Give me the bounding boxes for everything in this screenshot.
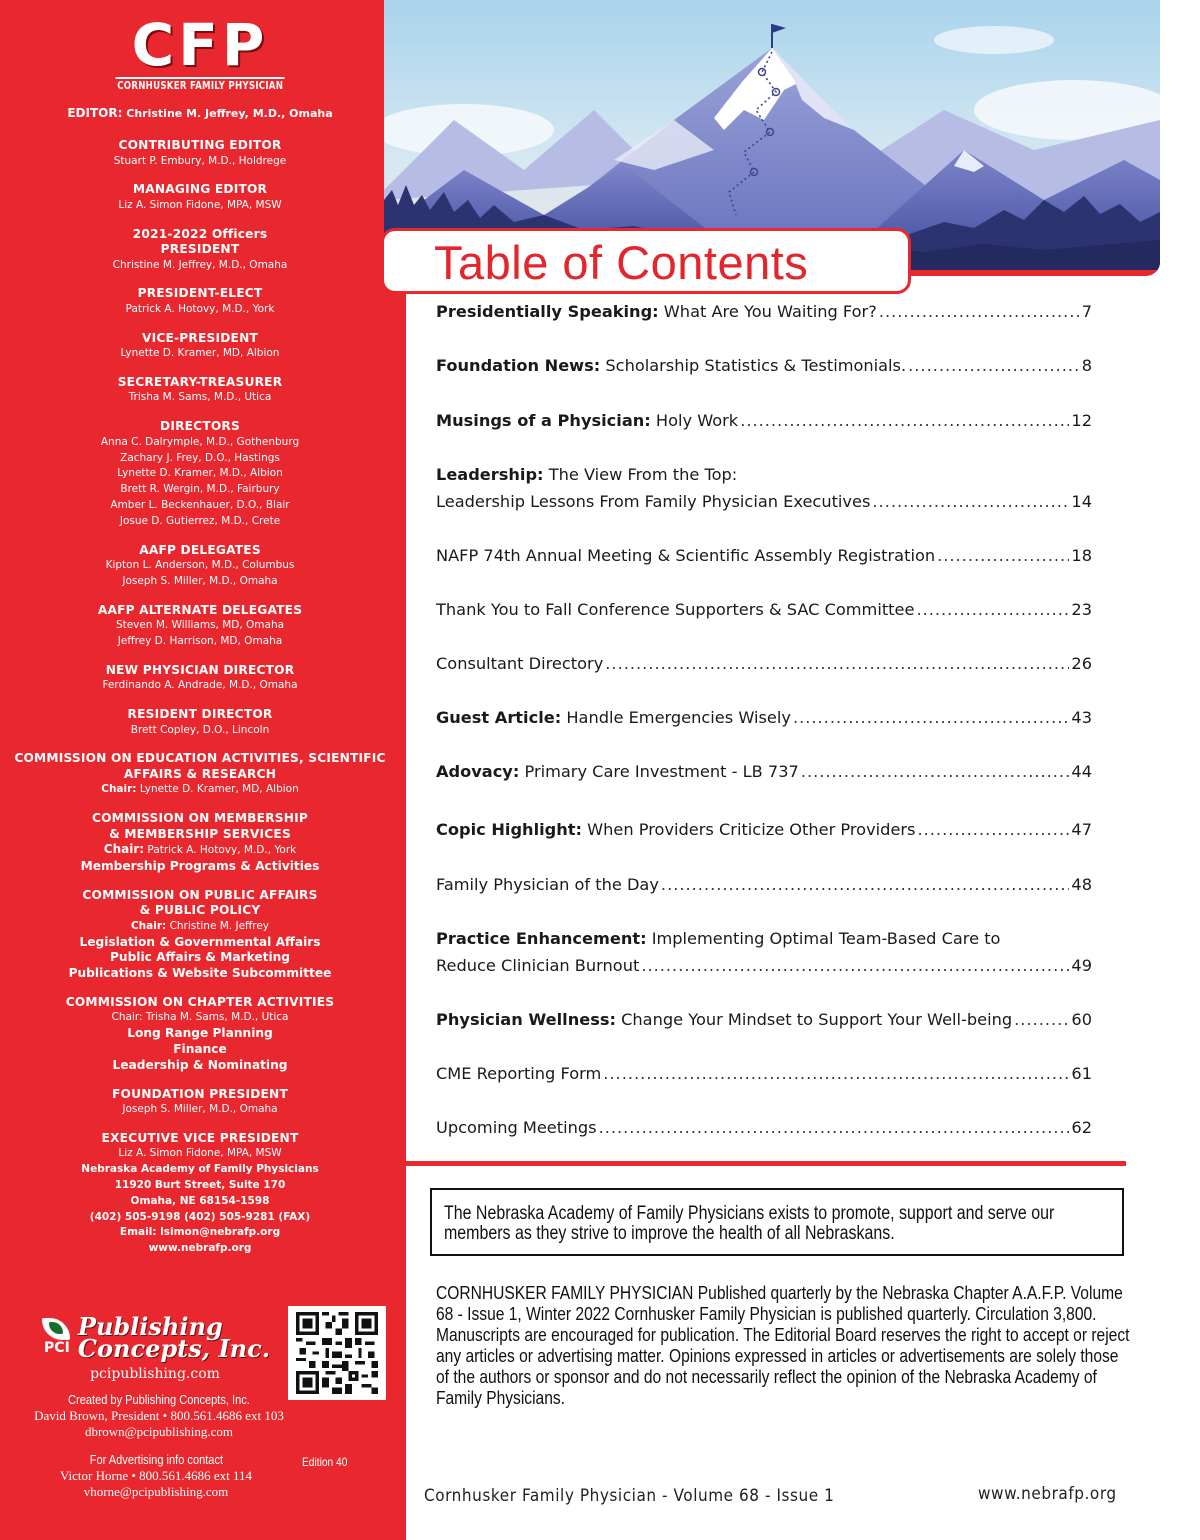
toc-section: Musings of a Physician: (436, 411, 651, 430)
group-name: Amber L. Beckenhauer, D.O., Blair (110, 498, 290, 511)
group-title: CONTRIBUTING EDITOR (118, 138, 282, 152)
group-name: Anna C. Dalrymple, M.D., Gothenburg (100, 435, 300, 448)
commission-education-group (0, 751, 400, 798)
toc-page-number: 48 (1071, 875, 1092, 894)
toc-page-number: 61 (1071, 1064, 1092, 1083)
toc-leader-dots (599, 1118, 1070, 1137)
contributing-editor-group (0, 138, 400, 169)
toc-title: Holy Work (650, 411, 739, 430)
commission-public-group (0, 888, 400, 982)
group-item: Publications & Website Subcommittee (68, 966, 332, 981)
group-title: COMMISSION ON MEMBERSHIP (91, 811, 309, 826)
toc-title: Handle Emergencies Wisely (561, 708, 791, 727)
created-president-line: David Brown, President • 800.561.4686 ext 103 (34, 1408, 284, 1423)
group-title: & MEMBERSHIP SERVICES (109, 826, 291, 841)
org-email-link[interactable]: Email: lsimon@nebrafp.org (119, 1226, 281, 1239)
new-physician-group (0, 663, 400, 694)
pci-name-line2: Concepts, Inc. (77, 1334, 271, 1363)
toc-title: The View From the Top: (543, 465, 738, 484)
chair-label: Chair: (111, 1011, 143, 1024)
toc-section: Guest Article: (436, 708, 562, 727)
toc-page-number: 8 (1081, 356, 1092, 375)
toc-page-number: 60 (1071, 1010, 1092, 1029)
toc-leader-dots (603, 1064, 1069, 1083)
toc-leader-dots (908, 356, 1080, 375)
toc-title: Change Your Mindset to Support Your Well-being (615, 1010, 1013, 1029)
logo-letters: CFP (131, 11, 269, 79)
pci-logo (30, 1312, 280, 1382)
group-chair (0, 782, 400, 798)
toc-title: Implementing Optimal Team-Based Care to (646, 929, 1001, 948)
created-by-line: Created by Publishing Concepts, Inc. (68, 1392, 250, 1407)
section-divider (406, 1161, 1126, 1166)
group-name: Josue D. Gutierrez, M.D., Crete (119, 514, 281, 527)
toc-title: Upcoming Meetings (436, 1118, 597, 1137)
group-item: Leadership & Nominating (112, 1057, 288, 1072)
group-title: MANAGING EDITOR (132, 182, 268, 197)
toc-title: Primary Care Investment - LB 737 (519, 762, 799, 781)
toc-entry[interactable] (436, 875, 1092, 902)
toc-page-number: 47 (1071, 820, 1092, 839)
toc-page-number: 23 (1071, 600, 1092, 619)
chair-label: Chair: (101, 783, 137, 796)
evp-group (0, 1131, 400, 1257)
commission-membership-group (0, 811, 400, 875)
group-item: Public Affairs & Marketing (109, 950, 291, 965)
group-title: PRESIDENT-ELECT (137, 286, 263, 301)
toc-section: Leadership: (436, 465, 544, 484)
pci-name-line1: Publishing (77, 1312, 223, 1341)
org-city: Omaha, NE 68154-1598 (130, 1194, 270, 1207)
president-elect-group (0, 286, 400, 317)
toc-entry[interactable] (436, 302, 1092, 329)
advertising-contact: Victor Horne • 800.561.4686 ext 114 (59, 1468, 253, 1483)
toc-entry[interactable] (436, 546, 1092, 573)
toc-title-continued: Leadership Lessons From Family Physician Executives (436, 492, 871, 511)
mission-statement: The Nebraska Academy of Family Physicians exists to promote, support and serve our members as they strive to improve the health of all Nebraskans. (444, 1203, 1055, 1244)
toc-entry[interactable] (436, 762, 1092, 789)
toc-entry[interactable] (436, 1010, 1092, 1037)
footer-publication-text: Cornhusker Family Physician - Volume 68 - Issue 1 (424, 1486, 835, 1506)
group-name: Liz A. Simon Fidone, MPA, MSW (118, 1147, 282, 1160)
toc-page-number: 18 (1071, 546, 1092, 565)
group-name: Patrick A. Hotovy, M.D., York (125, 302, 275, 315)
toc-entry[interactable] (436, 411, 1092, 438)
group-name: Brett Copley, D.O., Lincoln (130, 723, 270, 736)
qr-code (288, 1306, 386, 1400)
pci-mark-text: PCI (44, 1340, 70, 1356)
toc-title: Consultant Directory (436, 654, 604, 673)
toc-title-continued: Reduce Clinician Burnout (436, 956, 640, 975)
aafp-alternate-group (0, 603, 400, 650)
masthead-list (0, 138, 400, 1270)
group-title: & PUBLIC POLICY (139, 903, 261, 918)
footer-publication (424, 1486, 880, 1506)
group-title: AFFAIRS & RESEARCH (123, 766, 277, 781)
toc-page-number: 62 (1071, 1118, 1092, 1137)
group-name: Stuart P. Embury, M.D., Holdrege (113, 154, 287, 167)
group-title: AAFP DELEGATES (139, 542, 261, 557)
leaf-icon (40, 1318, 74, 1358)
resident-group (0, 707, 400, 738)
group-name: Christine M. Jeffrey, M.D., Omaha (112, 258, 288, 271)
toc-page-number: 14 (1071, 492, 1092, 511)
aafp-delegates-group (0, 543, 400, 590)
group-title: AAFP ALTERNATE DELEGATES (97, 602, 303, 617)
toc-title-box (381, 228, 911, 294)
group-subtitle: PRESIDENT (160, 242, 240, 257)
org-name: Nebraska Academy of Family Physicians (81, 1163, 319, 1176)
toc-leader-dots (793, 708, 1069, 727)
editor-line (0, 106, 400, 120)
group-name: Lynette D. Kramer, M.D., Albion (117, 467, 283, 480)
page-title: Table of Contents (434, 236, 809, 289)
group-item: Long Range Planning (127, 1026, 273, 1041)
created-by-block (0, 1392, 318, 1440)
advertising-title: For Advertising info contact (89, 1452, 223, 1467)
toc-title: Scholarship Statistics & Testimonials. (600, 356, 907, 375)
chair-name: Lynette D. Kramer, MD, Albion (139, 783, 299, 796)
group-name: Zachary J. Frey, D.O., Hastings (120, 451, 280, 464)
edition-label: Edition 40 (302, 1455, 348, 1469)
toc-page-number: 43 (1071, 708, 1092, 727)
toc-leader-dots (918, 820, 1070, 839)
toc-leader-dots (740, 411, 1069, 430)
group-name: Jeffrey D. Harrison, MD, Omaha (117, 634, 283, 647)
group-title: DIRECTORS (160, 419, 240, 434)
group-title: COMMISSION ON CHAPTER ACTIVITIES (65, 994, 335, 1009)
group-chair (0, 842, 400, 859)
cfp-logo (0, 11, 400, 94)
logo-subtitle: CORNHUSKER FAMILY PHYSICIAN (115, 77, 284, 92)
org-website-link[interactable]: www.nebrafp.org (148, 1242, 252, 1255)
group-item: Finance (173, 1042, 227, 1057)
toc-leader-dots (872, 492, 1069, 511)
pci-website-link[interactable]: pcipublishing.com (90, 1366, 220, 1382)
toc-title: Family Physician of the Day (436, 875, 659, 894)
org-address: 11920 Burt Street, Suite 170 (114, 1179, 286, 1191)
group-title: NEW PHYSICIAN DIRECTOR (105, 662, 295, 677)
chair-label: Chair: (130, 919, 167, 932)
toc-title: CME Reporting Form (436, 1064, 602, 1083)
created-email-link[interactable]: dbrown@pcipublishing.com (84, 1424, 234, 1439)
managing-editor-group (0, 182, 400, 213)
group-title: 2021-2022 Officers (132, 226, 268, 241)
toc-section: Physician Wellness: (436, 1010, 616, 1029)
directors-group (0, 419, 400, 529)
group-name: Brett R. Wergin, M.D., Fairbury (120, 483, 280, 496)
chair-label: Chair: (103, 842, 145, 857)
toc-section: Adovacy: (436, 762, 520, 781)
toc-entry[interactable] (436, 708, 1092, 735)
editor-label: EDITOR: (67, 106, 123, 120)
toc-entry[interactable] (436, 1064, 1092, 1091)
mission-statement-box (430, 1188, 1124, 1256)
toc-section: Practice Enhancement: (436, 929, 647, 948)
toc-page-number: 7 (1081, 302, 1092, 321)
toc-page-number: 44 (1071, 762, 1092, 781)
group-item: Membership Programs & Activities (80, 858, 320, 873)
group-name: Lynette D. Kramer, MD, Albion (120, 347, 280, 360)
advertising-email-link[interactable]: vhorne@pcipublishing.com (83, 1484, 229, 1499)
qr-code-graphic (294, 1312, 380, 1394)
toc-leader-dots (879, 302, 1080, 321)
publication-info: CORNHUSKER FAMILY PHYSICIAN Published quarterly by the Nebraska Chapter A.A.F.P. Volume 68 - Issue 1, Winter 2022 Cornhusker Family Physician is published quarterly. Circulation 3,800. Manuscripts are encouraged for publication. The Editorial Board reserves the right to accept or reject any articles or advertising matter. Opinions expressed in articles or advertisements are solely those of the authors or sponsor and do not necessarily reflect the opinion of the Nebraska Academy of Family Physicians. (436, 1282, 1130, 1408)
group-title: COMMISSION ON PUBLIC AFFAIRS (82, 887, 318, 902)
group-name: Trisha M. Sams, M.D., Utica (128, 391, 272, 404)
pci-logo-row (30, 1312, 280, 1364)
toc-leader-dots (1014, 1010, 1069, 1029)
org-phone: (402) 505-9198 (402) 505-9281 (FAX) (89, 1210, 311, 1223)
footer-website-link[interactable] (978, 1484, 1132, 1504)
toc-entry[interactable] (436, 600, 1092, 627)
toc-title: What Are You Waiting For? (658, 302, 877, 321)
group-item: Legislation & Governmental Affairs (79, 934, 321, 949)
secretary-treasurer-group (0, 375, 400, 406)
advertising-block (0, 1452, 312, 1500)
toc-page-number: 12 (1071, 411, 1092, 430)
group-title: COMMISSION ON EDUCATION ACTIVITIES, SCIENTIFIC (14, 751, 386, 766)
masthead-sidebar (0, 0, 406, 1540)
toc-entry[interactable] (436, 929, 1092, 983)
chair-name: Patrick A. Hotovy, M.D., York (147, 844, 297, 857)
group-title: SECRETARY-TREASURER (117, 374, 283, 389)
chair-name: Christine M. Jeffrey (169, 919, 270, 932)
toc-leader-dots (641, 956, 1069, 975)
editor-name: Christine M. Jeffrey, M.D., Omaha (126, 107, 333, 120)
toc-title: Thank You to Fall Conference Supporters & SAC Committee (436, 600, 915, 619)
toc-leader-dots (916, 600, 1069, 619)
group-chair (0, 919, 400, 935)
toc-page-number: 49 (1071, 956, 1092, 975)
footer-website-text[interactable]: www.nebrafp.org (978, 1484, 1117, 1504)
toc-leader-dots (661, 875, 1069, 894)
toc-entry[interactable] (436, 465, 1092, 519)
group-name: Kipton L. Anderson, M.D., Columbus (105, 559, 295, 572)
toc-title: When Providers Criticize Other Providers (582, 820, 916, 839)
pci-wordmark (77, 1312, 271, 1363)
group-name: Steven M. Williams, MD, Omaha (115, 619, 285, 632)
group-name: Ferdinando A. Andrade, M.D., Omaha (102, 679, 298, 692)
toc-leader-dots (605, 654, 1069, 673)
group-title: RESIDENT DIRECTOR (127, 707, 273, 722)
group-name: Joseph S. Miller, M.D., Omaha (122, 574, 278, 587)
vice-president-group (0, 331, 400, 362)
chair-name: Trisha M. Sams, M.D., Utica (145, 1011, 289, 1024)
toc-leader-dots (801, 762, 1070, 781)
group-title: EXECUTIVE VICE PRESIDENT (101, 1130, 299, 1145)
officers-group (0, 227, 400, 274)
group-title: FOUNDATION PRESIDENT (112, 1086, 288, 1101)
toc-title: NAFP 74th Annual Meeting & Scientific Assembly Registration (436, 546, 936, 565)
toc-section: Presidentially Speaking: (436, 302, 659, 321)
toc-leader-dots (937, 546, 1069, 565)
toc-section: Foundation News: (436, 356, 601, 375)
foundation-president-group (0, 1087, 400, 1118)
commission-chapter-group (0, 995, 400, 1074)
toc-page-number: 26 (1071, 654, 1092, 673)
toc-section: Copic Highlight: (436, 820, 582, 839)
toc-entry[interactable] (436, 820, 1092, 847)
group-chair (0, 1010, 400, 1026)
group-title: VICE-PRESIDENT (141, 330, 258, 345)
toc-entry[interactable] (436, 654, 1092, 681)
group-name: Liz A. Simon Fidone, MPA, MSW (118, 198, 282, 211)
toc-entry[interactable] (436, 356, 1092, 383)
group-name: Joseph S. Miller, M.D., Omaha (122, 1103, 278, 1116)
toc-entry[interactable] (436, 1118, 1092, 1145)
